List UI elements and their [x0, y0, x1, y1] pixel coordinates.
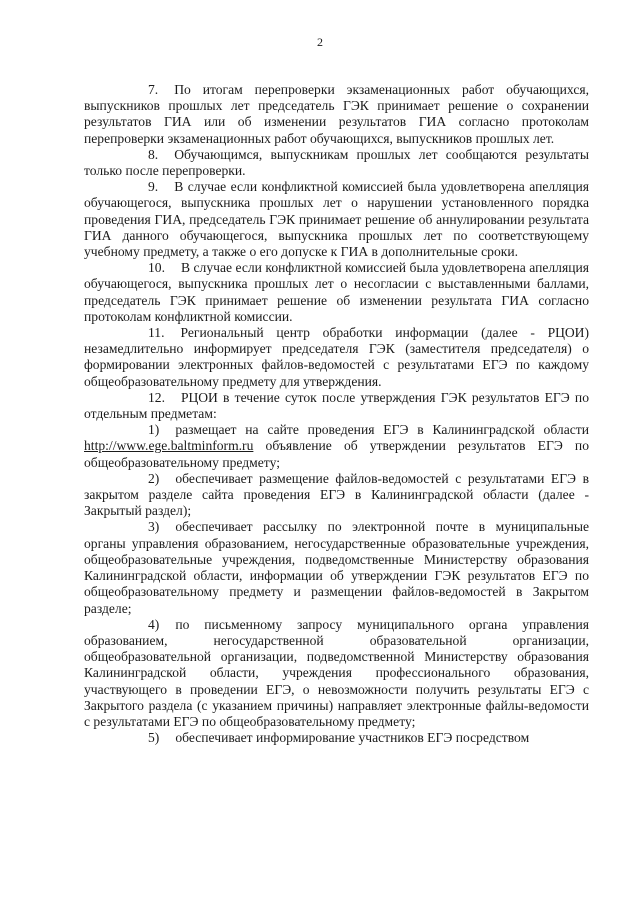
sub-item-2 — [84, 471, 589, 520]
paragraph-text: Обучающимся, выпускникам прошлых лет сообщаются результаты только после перепроверки. — [84, 146, 589, 179]
sub-item-number: 5) — [148, 730, 160, 746]
paragraph-number: 10. — [148, 260, 165, 276]
paragraph-11 — [84, 325, 589, 390]
page-number: 2 — [317, 35, 323, 49]
sub-item-number: 2) — [148, 470, 160, 486]
paragraph-number: 8. — [148, 146, 159, 162]
paragraph-text: В случае если конфликтной комиссией была удовлетворена апелляция обучающегося, выпускника прошлых лет о несогласии с выставленными баллами, председатель ГЭК принимает решение об изменении результата ГИА согласно протоколам конфликтной комиссии. — [84, 260, 589, 324]
paragraph-7 — [84, 82, 589, 147]
sub-item-number: 3) — [148, 519, 160, 535]
sub-item-4 — [84, 617, 589, 730]
sub-item-1 — [84, 422, 589, 471]
sub-item-text: объявление об утверждении результатов ЕГЭ по общеобразовательному предмету; — [84, 438, 589, 470]
sub-item-number: 4) — [148, 616, 160, 632]
paragraph-text: Региональный центр обработки информации (далее - РЦОИ) незамедлительно информирует председателя ГЭК (заместителя председателя) о формировании электронных файлов-ведомостей с результатами ЕГЭ по каждому общеобразовательному предмету для утверждения. — [84, 325, 589, 389]
paragraph-number: 12. — [148, 389, 165, 405]
paragraph-12 — [84, 390, 589, 422]
sub-item-3 — [84, 519, 589, 616]
paragraph-number: 11. — [148, 325, 165, 341]
paragraph-8 — [84, 147, 589, 179]
sub-item-text: размещает на сайте проведения ЕГЭ в Калининградской области — [175, 422, 589, 438]
paragraph-number: 9. — [148, 179, 159, 195]
paragraph-10 — [84, 260, 589, 325]
paragraph-text: По итогам перепроверки экзаменационных работ обучающихся, выпускников прошлых лет председатель ГЭК принимает решение о сохранении результатов ГИА или об изменении результатов ГИА согласно протоколам перепроверки экзаменационных работ обучающихся, выпускников прошлых лет. — [84, 82, 589, 146]
paragraph-text: В случае если конфликтной комиссией была удовлетворена апелляция обучающегося, выпускника прошлых лет о нарушении установленного порядка проведения ГИА, председатель ГЭК принимает решение об аннулировании результата ГИА данного обучающегося, выпускника прошлых лет по соответствующему учебному предмету, а также о его допуске к ГИА в дополнительные сроки. — [84, 179, 589, 260]
paragraph-number: 7. — [148, 82, 159, 97]
website-link[interactable]: http://www.ege.baltminform.ru — [84, 438, 254, 454]
sub-item-5 — [84, 730, 589, 746]
sub-item-number: 1) — [148, 422, 160, 438]
sub-item-text: обеспечивает рассылку по электронной почте в муниципальные органы управления образованием, негосударственные образовательные учреждения, общеобразовательные учреждения, подведомственные Министерству образования Калининградской области, информации об утверждении ГЭК результатов ЕГЭ по общеобразовательному предмету и размещении файлов-ведомостей в Закрытом разделе; — [84, 519, 589, 616]
document-body — [84, 82, 589, 746]
sub-item-text: обеспечивает размещение файлов-ведомостей с результатами ЕГЭ в закрытом разделе сайта проведения ЕГЭ в Калининградской области (далее - Закрытый раздел); — [84, 470, 589, 519]
sub-item-text: по письменному запросу муниципального органа управления образованием, негосударственной образовательной организации, общеобразовательной организации, подведомственной Министерству образования Калининградской области, учреждения профессионального образования, участвующего в проведении ЕГЭ, о невозможности получить результаты ЕГЭ с Закрытого раздела (с указанием причины) направляет электронные файлы-ведомости с результатами ЕГЭ по общеобразовательному предмету; — [84, 616, 589, 729]
sub-item-text: обеспечивает информирование участников ЕГЭ посредством — [175, 730, 530, 746]
paragraph-text: РЦОИ в течение суток после утверждения ГЭК результатов ЕГЭ по отдельным предметам: — [84, 389, 589, 422]
paragraph-9 — [84, 179, 589, 260]
